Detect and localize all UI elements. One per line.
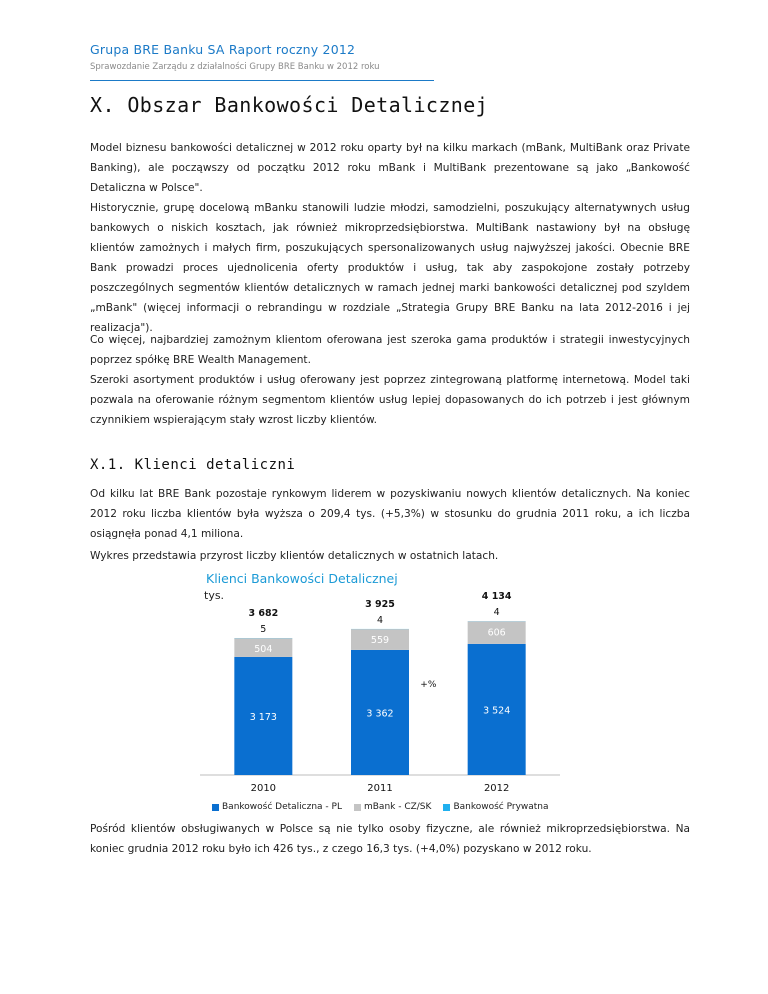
x-tick-label-2012: 2012 <box>483 783 510 794</box>
bar-label-pl-2011: 3 362 <box>366 708 394 720</box>
paragraph-7: Pośród klientów obsługiwanych w Polsce są nie tylko osoby fizyczne, ale również mikroprzedsiębiorstwa. Na koniec grudnia 2012 roku było ich 426 tys., z czego 16,3 tys. (+4,0%) pozyskano w 2012 roku. <box>90 823 690 855</box>
bar-label-czsk-2011: 559 <box>370 635 390 647</box>
paragraph-4: Szeroki asortyment produktów i usług oferowany jest poprzez zintegrowaną platformę internetową. Model taki pozwala na oferowanie różnym segmentom klientów usług lepiej dopasowanych do ich potrzeb i jest głównym czynnikiem wspierającym stały wzrost liczby klientów. <box>90 374 690 426</box>
legend-item-czsk <box>354 802 431 812</box>
bar-label-private-2012: 4 <box>493 607 500 619</box>
bar-label-czsk-2012: 606 <box>487 627 506 639</box>
legend-label-pl: Bankowość Detaliczna - PL <box>222 802 342 812</box>
bar-label-czsk-2010: 504 <box>254 644 273 656</box>
report-header-title: Grupa BRE Banku SA Raport roczny 2012 <box>90 42 356 57</box>
legend-swatch-private <box>443 804 450 811</box>
bar-total-2012: 4 134 <box>481 591 512 603</box>
legend-swatch-pl <box>212 804 219 811</box>
section-title: X. Obszar Bankowości Detalicznej <box>90 93 489 117</box>
bar-total-2010: 3 682 <box>248 607 279 619</box>
report-header-subtitle: Sprawozdanie Zarządu z działalności Grupy BRE Banku w 2012 roku <box>90 62 380 72</box>
x-tick-label-2011: 2011 <box>367 783 393 794</box>
legend-item-pl <box>212 802 342 812</box>
chart-title: Klienci Bankowości Detalicznej <box>206 571 398 586</box>
subsection-title: X.1. Klienci detaliczni <box>90 457 296 473</box>
legend-swatch-czsk <box>354 804 361 811</box>
paragraph-6: Wykres przedstawia przyrost liczby klientów detalicznych w ostatnich latach. <box>90 550 499 562</box>
paragraph-3: Co więcej, najbardziej zamożnym klientom oferowana jest szeroka gama produktów i strategii inwestycyjnych poprzez spółkę BRE Wealth Management. <box>90 334 690 366</box>
growth-annotation: +% <box>420 680 437 690</box>
x-tick-label-2010: 2010 <box>250 783 277 794</box>
legend-item-private <box>443 802 548 812</box>
paragraph-2: Historycznie, grupę docelową mBanku stanowili ludzie młodzi, samodzielni, poszukujący alternatywnych usług bankowych o niskich kosztach, jak również mikroprzedsiębiorstwa. MultiBank nastawiony był na obsługę klientów zamożnych i małych firm, poszukujących spersonalizowanych usług najwyższej jakości. Obecnie BRE Bank prowadzi proces ujednolicenia oferty produktów i usług, tak aby zaspokojone zostały potrzeby poszczególnych segmentów klientów detalicznych w ramach jednej marki bankowości detalicznej pod szyldem „mBank" (więcej informacji o rebrandingu w rozdziale „Strategia Grupy BRE Banku na lata 2012-2016 i jej realizacja"). <box>90 202 690 334</box>
bar-label-pl-2010: 3 173 <box>249 711 277 723</box>
chart-unit-label: tys. <box>204 589 225 602</box>
paragraph-5: Od kilku lat BRE Bank pozostaje rynkowym liderem w pozyskiwaniu nowych klientów detalicznych. Na koniec 2012 roku liczba klientów była wyższa o 209,4 tys. (+5,3%) w stosunku do grudnia 2011 roku, a ich liczba osiągnęła ponad 4,1 miliona. <box>90 488 690 540</box>
bar-total-2011: 3 925 <box>365 598 395 610</box>
stacked-bar-chart <box>195 590 565 800</box>
paragraph-1: Model biznesu bankowości detalicznej w 2012 roku oparty był na kilku markach (mBank, MultiBank oraz Private Banking), ale począwszy od początku 2012 roku mBank i MultiBank prezentowane są jako „Bankowość Detaliczna w Polsce". <box>90 142 690 194</box>
bar-label-private-2010: 5 <box>260 623 267 635</box>
legend-label-private: Bankowość Prywatna <box>453 802 549 812</box>
header-divider <box>90 80 434 81</box>
legend-label-czsk: mBank - CZ/SK <box>363 802 432 812</box>
bar-label-private-2011: 4 <box>376 614 384 626</box>
bar-label-pl-2012: 3 524 <box>483 705 511 717</box>
chart-legend <box>212 802 549 812</box>
